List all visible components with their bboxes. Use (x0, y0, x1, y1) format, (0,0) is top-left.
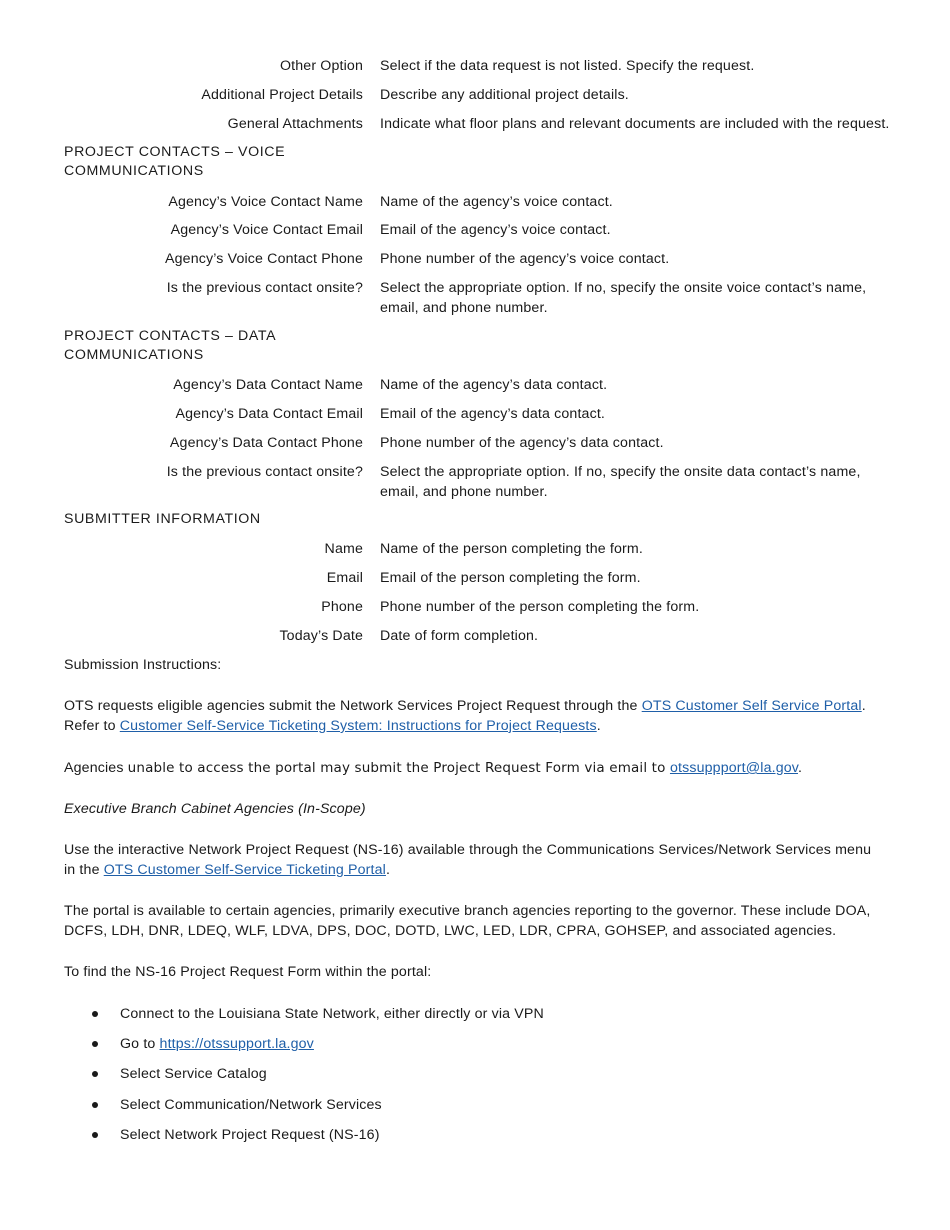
ots-customer-self-service-portal-link[interactable]: OTS Customer Self Service Portal (641, 698, 862, 714)
paragraph-text: . (385, 862, 391, 878)
paragraph-text: Project Request Form (433, 760, 580, 776)
paragraph-text: via email to (579, 760, 670, 776)
field-description: Email of the person completing the form. (380, 570, 641, 586)
field-description: Select the appropriate option. If no, specify the onsite voice contact’s name, email, and phone number. (380, 280, 867, 316)
field-description: Date of form completion. (380, 628, 539, 644)
list-item-text: Select Service Catalog (120, 1066, 267, 1082)
submission-paragraph-portal (64, 696, 886, 736)
paragraph-text: . (798, 760, 803, 776)
bullet-icon (92, 1041, 98, 1047)
field-label: Agency’s Voice Contact Email (170, 222, 363, 238)
submission-paragraph-find-form: To find the NS-16 Project Request Form within the portal: (64, 964, 432, 980)
field-description: Phone number of the agency’s voice contact. (380, 251, 670, 267)
field-description: Phone number of the person completing the form. (380, 599, 700, 615)
submission-paragraph-email (64, 758, 886, 778)
paragraph-text: unable to access the portal may submit the (127, 760, 434, 776)
paragraph-text: Agencies (64, 760, 128, 776)
ots-ticketing-portal-link[interactable]: OTS Customer Self-Service Ticketing Portal (103, 862, 386, 878)
field-label: Other Option (279, 58, 363, 74)
field-label: Agency’s Voice Contact Name (168, 194, 363, 210)
list-item-text (120, 1034, 314, 1054)
submission-heading: Submission Instructions: (64, 657, 222, 673)
field-label: Additional Project Details (201, 87, 363, 103)
field-label: Agency’s Data Contact Name (173, 377, 363, 393)
field-label: Today’s Date (279, 628, 363, 644)
submission-paragraph-ns16 (64, 840, 886, 880)
list-item-text: Connect to the Louisiana State Network, either directly or via VPN (120, 1006, 544, 1022)
bullet-icon (92, 1071, 98, 1077)
field-label: Agency’s Voice Contact Phone (165, 251, 363, 267)
paragraph-text: OTS requests eligible agencies submit the Network Services Project Request through the (64, 698, 642, 714)
field-label: Is the previous contact onsite? (166, 464, 363, 480)
ticketing-instructions-link[interactable]: Customer Self-Service Ticketing System: Instructions for Project Requests (119, 718, 597, 734)
field-description: Email of the agency’s voice contact. (380, 222, 611, 238)
otssupport-url-link[interactable]: https://otssupport.la.gov (159, 1036, 314, 1052)
field-description: Name of the person completing the form. (380, 541, 643, 557)
field-description: Name of the agency’s voice contact. (380, 194, 613, 210)
field-label: Name (324, 541, 363, 557)
field-description: Name of the agency’s data contact. (380, 377, 608, 393)
list-item-text: Select Communication/Network Services (120, 1097, 382, 1113)
section-heading-voice: PROJECT CONTACTS – VOICE COMMUNICATIONS (64, 144, 286, 179)
field-label: Is the previous contact onsite? (166, 280, 363, 296)
field-label: Agency’s Data Contact Phone (169, 435, 363, 451)
section-heading-submitter: SUBMITTER INFORMATION (64, 511, 261, 527)
field-label: General Attachments (227, 116, 363, 132)
list-item-prefix: Go to (120, 1036, 160, 1052)
field-label: Agency’s Data Contact Email (175, 406, 363, 422)
field-label: Phone (321, 599, 363, 615)
paragraph-text: . (596, 718, 601, 734)
bullet-icon (92, 1132, 98, 1138)
executive-branch-heading: Executive Branch Cabinet Agencies (In-Scope) (64, 801, 366, 817)
support-email-link[interactable]: otssuppport@la.gov (669, 760, 798, 776)
submission-paragraph-agencies: The portal is available to certain agencies, primarily executive branch agencies reporting to the governor. These include DOA, DCFS, LDH, DNR, LDEQ, WLF, LDVA, DPS, DOC, DOTD, LWC, LED, LDR, CPRA, GOHSEP, and associated agencies. (64, 903, 871, 939)
field-description: Describe any additional project details. (380, 87, 629, 103)
field-description: Indicate what floor plans and relevant documents are included with the request. (380, 116, 890, 132)
field-description: Select the appropriate option. If no, specify the onsite data contact’s name, email, and phone number. (380, 464, 861, 500)
section-heading-data: PROJECT CONTACTS – DATA COMMUNICATIONS (64, 328, 276, 363)
paragraph-text: Use the interactive Network Project Request (NS-16) available through the Communications Services/Network Services menu in the (64, 842, 872, 878)
field-description: Phone number of the agency’s data contact. (380, 435, 664, 451)
field-description: Email of the agency’s data contact. (380, 406, 606, 422)
list-item-text: Select Network Project Request (NS-16) (120, 1127, 380, 1143)
field-description: Select if the data request is not listed. Specify the request. (380, 58, 755, 74)
paragraph-text: . Refer to (64, 698, 866, 734)
bullet-icon (92, 1102, 98, 1108)
field-label: Email (326, 570, 363, 586)
bullet-icon (92, 1011, 98, 1017)
